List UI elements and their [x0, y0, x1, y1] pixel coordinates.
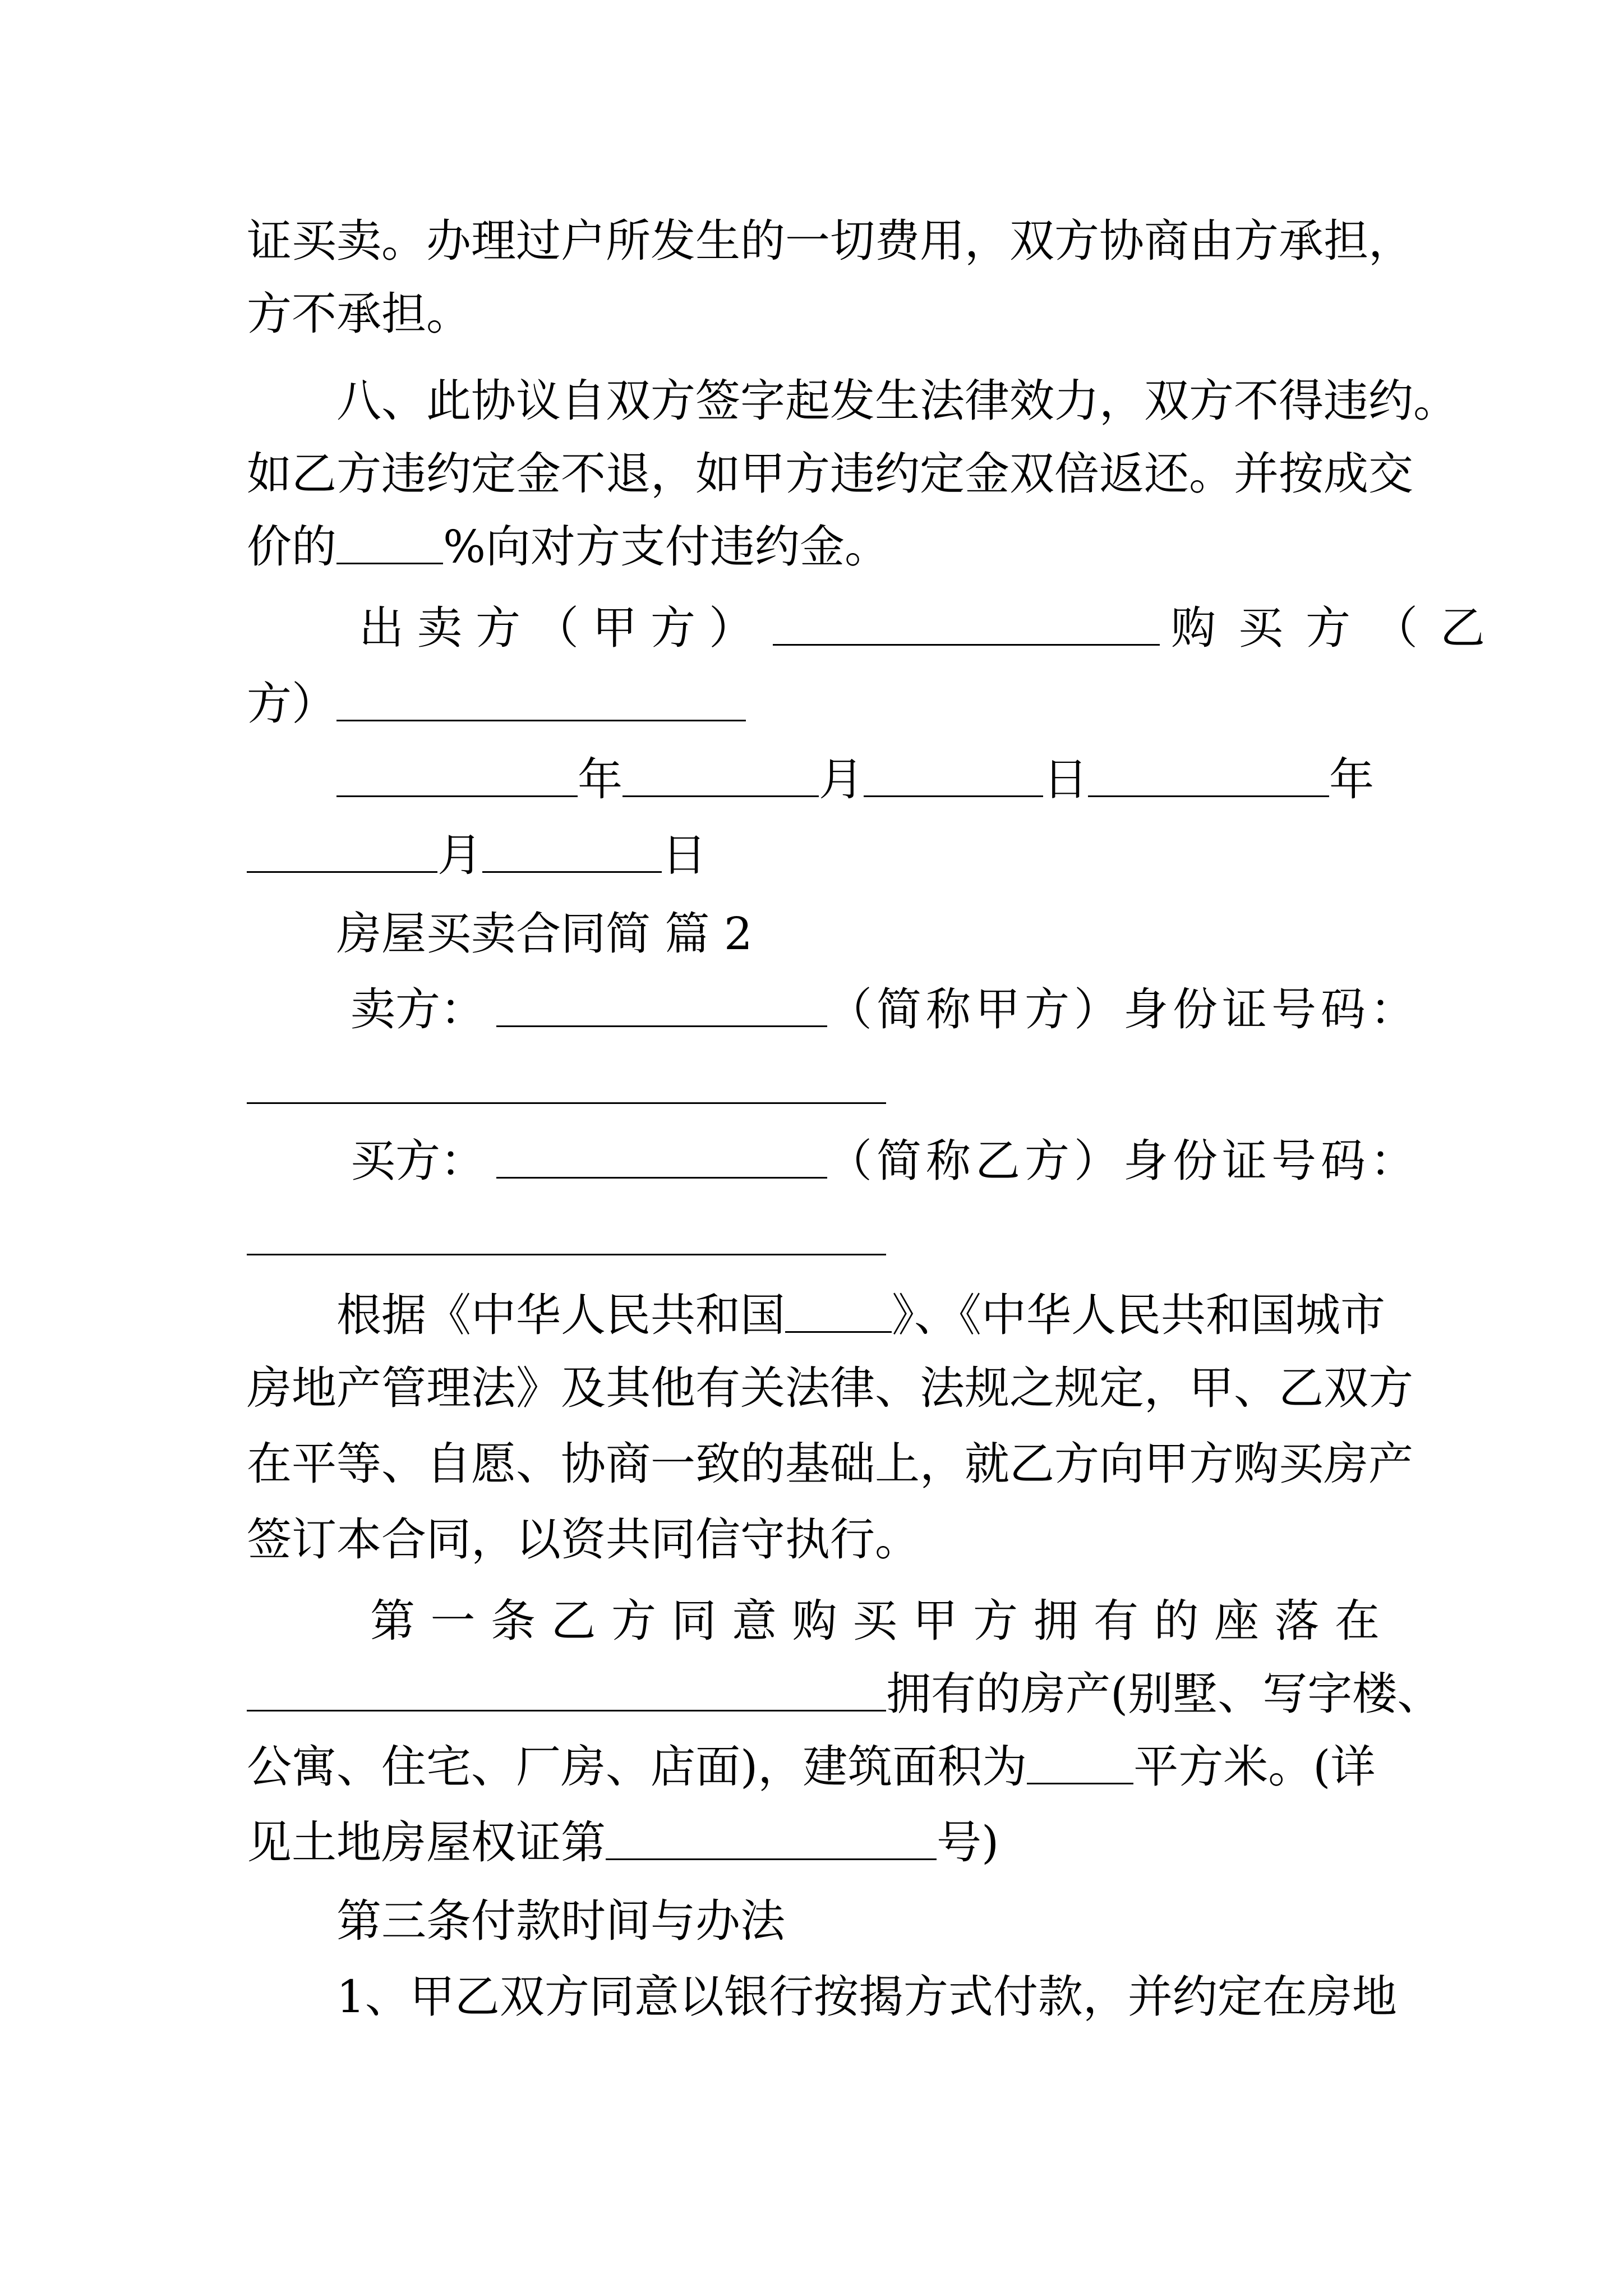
text-char: 购 — [1171, 602, 1216, 654]
law-paragraph-line — [336, 1282, 1385, 1349]
text-char: 一 — [430, 1595, 476, 1647]
article-1-line — [247, 1733, 1380, 1801]
text-char: 方 — [973, 1595, 1018, 1647]
article-8-line — [247, 513, 1380, 581]
text-fragment: %向对方支付违约金。 — [443, 521, 890, 573]
text-fragment: 》、《中华人民共和国城市 — [892, 1289, 1385, 1341]
law-paragraph-line: 房地产管理法》及其他有关法律、法规之规定，甲、乙双方 — [247, 1362, 1413, 1414]
article-1-line — [247, 1809, 1380, 1876]
text-fragment: 价的 — [247, 521, 336, 573]
buyer-label: 买方： — [351, 1135, 485, 1187]
blank-field — [247, 1660, 886, 1711]
section-title: 房屋买卖合同简 篇 2 — [336, 908, 753, 960]
text-char: 号 — [1271, 1135, 1316, 1187]
text-char: 称 — [926, 983, 971, 1036]
text-char: 身 — [1123, 1135, 1168, 1187]
text-line: 方不承担。 — [247, 288, 471, 340]
text-char: 方 — [1025, 983, 1069, 1036]
text-char: （ — [827, 983, 872, 1036]
text-char: 证 — [1222, 1135, 1267, 1187]
text-char: 证 — [1222, 983, 1267, 1036]
text-char: 码 — [1321, 1135, 1366, 1187]
blank-field — [785, 1282, 892, 1333]
text-char: 乙 — [1440, 602, 1485, 654]
text-char: 甲 — [975, 983, 1020, 1036]
article-3-line: 1、甲乙双方同意以银行按揭方式付款，并约定在房地 — [336, 1971, 1397, 2023]
blank-field — [336, 746, 578, 797]
buyer-label — [1171, 602, 1507, 654]
blank-field — [336, 670, 746, 721]
article-1-line — [370, 1588, 1380, 1655]
article-1-line — [247, 1660, 1442, 1728]
text-char: 方 — [476, 602, 520, 654]
buyer-label-continued: 方） — [247, 678, 336, 730]
month-label: 月 — [819, 753, 864, 806]
text-char: ） — [1074, 1135, 1119, 1187]
text-char: ） — [709, 602, 754, 654]
blank-field — [623, 746, 819, 797]
text-char: 份 — [1173, 1135, 1218, 1187]
text-char: 买 — [1238, 602, 1283, 654]
text-char: 在 — [1335, 1595, 1380, 1647]
seller-id-label — [827, 976, 1419, 1043]
text-char: 条 — [491, 1595, 536, 1647]
blank-field — [864, 746, 1043, 797]
law-paragraph-line: 在平等、自愿、协商一致的基础上，就乙方向甲方购买房产 — [247, 1438, 1413, 1490]
blank-field — [1088, 746, 1329, 797]
blank-field — [496, 976, 827, 1027]
text-char: 买 — [852, 1595, 897, 1647]
seller-label — [359, 602, 767, 654]
buyer-line — [351, 1128, 1415, 1195]
text-fragment: 拥有的房产(别墅、写字楼、 — [886, 1668, 1442, 1720]
text-char: 称 — [926, 1135, 971, 1187]
blank-field — [773, 595, 1160, 646]
text-char: 座 — [1214, 1595, 1259, 1647]
text-char: 出 — [359, 602, 404, 654]
day-label: 日 — [1043, 753, 1088, 806]
article-8-line: 如乙方违约定金不退，如甲方违约定金双倍返还。并按成交 — [247, 448, 1413, 500]
text-char: （ — [827, 1135, 872, 1187]
text-char: 码 — [1321, 983, 1366, 1036]
blank-field — [606, 1809, 937, 1860]
text-char: 甲 — [592, 602, 637, 654]
blank-field — [482, 822, 662, 873]
text-char: 同 — [671, 1595, 717, 1647]
signature-line — [247, 670, 1380, 738]
text-char: （ — [1373, 602, 1418, 654]
text-char: 第 — [370, 1595, 415, 1647]
seller-line — [351, 976, 1415, 1043]
article-3-title: 第三条付款时间与办法 — [336, 1895, 785, 1947]
text-char: 甲 — [912, 1595, 958, 1647]
text-char: 方 — [1306, 602, 1350, 654]
day-label: 日 — [662, 829, 707, 881]
text-line: 证买卖。办理过户所发生的一切费用，双方协商由方承担， — [247, 215, 1413, 267]
text-char: 的 — [1154, 1595, 1199, 1647]
text-char: 方 — [611, 1595, 656, 1647]
text-char: 购 — [792, 1595, 837, 1647]
text-char: ） — [1074, 983, 1119, 1036]
text-char: （ — [534, 602, 579, 654]
text-char: 方 — [651, 602, 695, 654]
blank-field — [247, 822, 437, 873]
id-number-blank — [247, 1254, 886, 1255]
text-char: 有 — [1094, 1595, 1138, 1647]
text-char: ： — [1370, 983, 1415, 1036]
text-fragment: 根据《中华人民共和国 — [336, 1289, 785, 1341]
law-paragraph-line: 签订本合同，以资共同信守执行。 — [247, 1513, 920, 1566]
blank-field — [336, 513, 443, 564]
id-number-blank — [247, 1102, 886, 1104]
month-label: 月 — [437, 829, 482, 881]
date-line — [336, 746, 1380, 813]
text-char: 乙 — [975, 1135, 1020, 1187]
signature-line — [359, 595, 1485, 662]
article-8-line: 八、此协议自双方签字起发生法律效力，双方不得违约。 — [336, 375, 1458, 427]
year-label: 年 — [1329, 753, 1374, 806]
text-fragment: 平方米。(详 — [1133, 1741, 1376, 1793]
text-char: 拥 — [1033, 1595, 1078, 1647]
text-char: 落 — [1274, 1595, 1320, 1647]
text-fragment: 见土地房屋权证第 — [247, 1816, 606, 1869]
text-fragment: 公寓、住宅、厂房、店面)，建筑面积为 — [247, 1741, 1027, 1793]
text-char: 身 — [1123, 983, 1168, 1036]
buyer-id-label — [827, 1128, 1419, 1195]
text-char: 意 — [732, 1595, 777, 1647]
text-fragment: 号) — [937, 1816, 999, 1869]
blank-field — [496, 1128, 827, 1179]
text-char: 方 — [1025, 1135, 1069, 1187]
text-char: 份 — [1173, 983, 1218, 1036]
seller-label: 卖方： — [351, 983, 485, 1036]
year-label: 年 — [578, 753, 623, 806]
text-char: 乙 — [551, 1595, 596, 1647]
text-char: 卖 — [417, 602, 462, 654]
date-line — [247, 822, 1380, 889]
text-char: 简 — [877, 983, 921, 1036]
text-char: 简 — [877, 1135, 921, 1187]
text-char: 号 — [1271, 983, 1316, 1036]
text-char: ： — [1370, 1135, 1415, 1187]
blank-field — [1027, 1733, 1133, 1784]
